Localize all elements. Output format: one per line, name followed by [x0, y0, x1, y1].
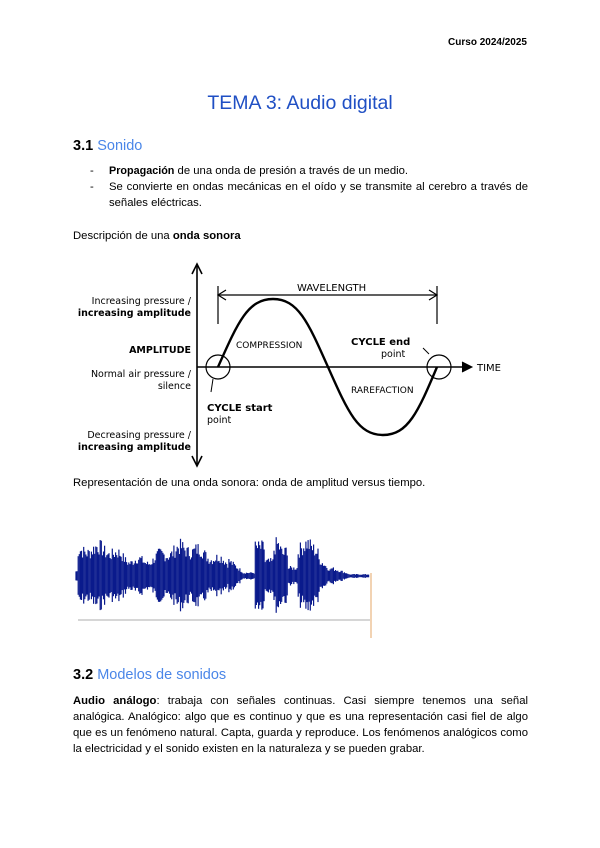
label-wavelength: WAVELENGTH — [297, 283, 367, 294]
bullet-text: de una onda de presión a través de un medio. — [174, 165, 409, 177]
label-rarefaction: RAREFACTION — [351, 386, 414, 396]
label-normal-2: silence — [157, 381, 191, 392]
section-title: Sonido — [97, 138, 143, 154]
label-cycle-start-1: CYCLE start — [207, 403, 273, 414]
diagram-caption: Representación de una onda sonora: onda de amplitud versus tiempo. — [73, 477, 426, 489]
paragraph-text: : trabaja con señales continuas. Casi siempre tenemos una señal analógica. Analógico: algo que es continuo y que es una representación casi fiel de algo que es un fenómeno natural. Capta, guarda y reproduce. Los fenómenos analógicos como la electricidad y el sonido existen en la naturaleza y se pueden grabar. — [73, 695, 528, 755]
label-dec-pressure-2: increasing amplitude — [77, 442, 191, 453]
label-normal-1: Normal air pressure / — [90, 369, 191, 380]
section-number: 3.1 — [73, 138, 94, 154]
label-cycle-end-2: point — [381, 349, 406, 360]
page-title: TEMA 3: Audio digital — [207, 92, 393, 114]
bullet-list — [73, 163, 528, 211]
label-inc-pressure-2: increasing amplitude — [77, 308, 191, 319]
label-cycle-end-1: CYCLE end — [351, 337, 411, 348]
label-dec-pressure-1: Decreasing pressure / — [87, 430, 191, 441]
section-title: Modelos de sonidos — [97, 667, 227, 683]
audio-waveform-image — [73, 518, 378, 643]
section-heading-sonido — [73, 138, 142, 154]
list-item: - Se convierte en ondas mecánicas en el oído y se transmite al cerebro a través de señales eléctricas. — [90, 181, 528, 209]
label-inc-pressure-1: Increasing pressure / — [91, 296, 191, 307]
wave-description: Descripción de una onda sonora — [73, 230, 241, 242]
bullet-bold: Propagación — [109, 165, 175, 177]
section-number: 3.2 — [73, 667, 94, 683]
section-heading-modelos — [73, 667, 226, 683]
paragraph-bold: Audio análogo — [73, 695, 157, 707]
label-compression: COMPRESSION — [236, 341, 303, 351]
bullet-text: Se convierte en ondas mecánicas en el oído y se transmite al cerebro a través de señales eléctricas. — [109, 181, 528, 209]
wave-description-bold: onda sonora — [172, 230, 241, 242]
label-cycle-start-2: point — [207, 415, 232, 426]
analog-audio-paragraph — [73, 693, 528, 757]
label-amplitude: AMPLITUDE — [129, 345, 191, 356]
list-item: - Propagación de una onda de presión a través de un medio. — [90, 165, 409, 177]
sound-wave-diagram — [73, 262, 523, 472]
course-label: Curso 2024/2025 — [448, 37, 527, 48]
label-time: TIME — [477, 363, 502, 374]
